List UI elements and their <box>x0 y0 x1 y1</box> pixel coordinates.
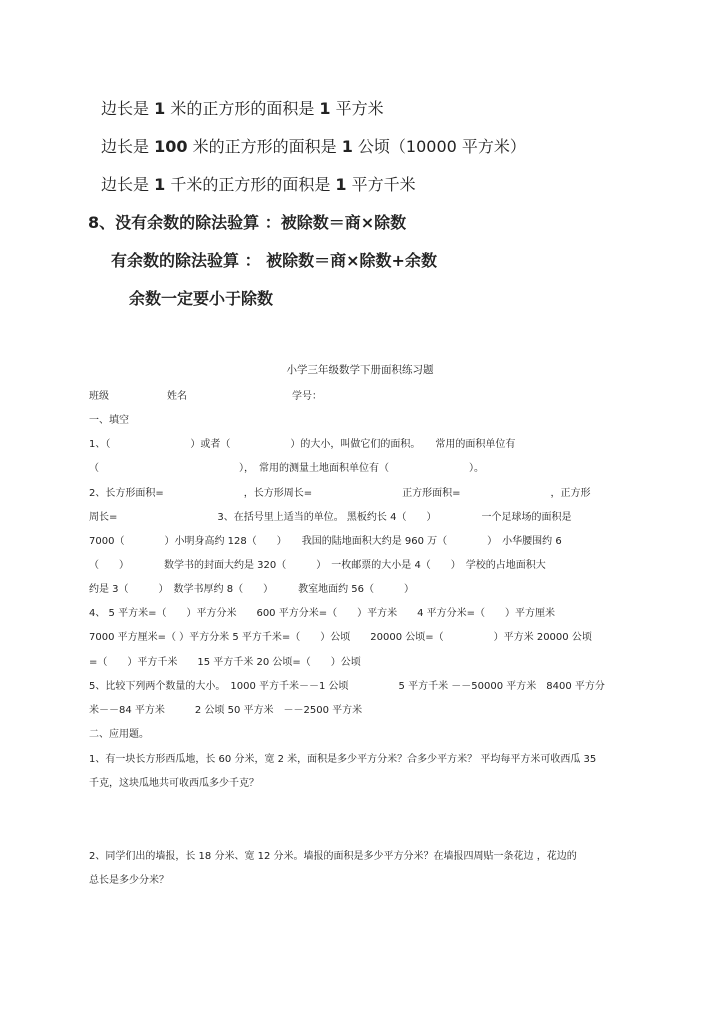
rule1-text-a: 边长是 <box>101 99 155 118</box>
question-1-line-1: 1、（ ）或者（ ）的大小，叫做它们的面积。 常用的面积单位有 <box>89 439 516 450</box>
name-label: 姓名 <box>167 391 187 402</box>
section-fill-blank-heading: 一、填空 <box>89 415 129 426</box>
rule-line-1 <box>101 96 384 119</box>
question-3-line-3: 约是 3（ ） 数学书厚约 8（ ） 教室地面约 56（ ） <box>89 584 414 595</box>
question-2-line-2: 周长= 3、在括号里上适当的单位。 黑板约长 4（ ） 一个足球场的面积是 <box>89 512 572 523</box>
rule3-num-a: 1 <box>154 175 166 194</box>
word-problem-1-line-1: 1、有一块长方形西瓜地，长 60 分米，宽 2 米，面积是多少平方分米？合多少平方米？ 平均每平方米可收西瓜 35 <box>89 754 597 765</box>
question-3-line-2: （ ） 数学书的封面大约是 320（ ） 一枚邮票的大小是 4（ ） 学校的占地面积大 <box>89 560 546 571</box>
rule2-text-b: 米的正方形的面积是 <box>187 137 342 156</box>
section-word-problems-heading: 二、应用题。 <box>89 729 149 740</box>
question-3-line-1: 7000（ ）小明身高约 128（ ） 我国的陆地面积大约是 960 万（ ） 小华腰围约 6 <box>89 536 562 547</box>
question-2-line-1: 2、长方形面积= ，长方形周长= 正方形面积= ，正方形 <box>89 488 591 499</box>
question-1-line-2: （ ）， 常用的测量土地面积单位有（ ）。 <box>89 463 484 474</box>
question-4-line-1: 4、 5 平方米=（ ）平方分米 600 平方分米=（ ）平方米 4 平方分米=（ ）平方厘米 <box>89 608 556 619</box>
rule3-num-b: 1 <box>335 175 347 194</box>
question-4-line-2: 7000 平方厘米=（ ）平方分米 5 平方千米=（ ）公顷 20000 公顷=（ ）平方米 20000 公顷 <box>89 632 592 643</box>
word-problem-2-line-1: 2、同学们出的墙报，长 18 分米、宽 12 分米。墙报的面积是多少平方分米？在墙报四周贴一条花边 ，花边的 <box>89 851 577 862</box>
rule-line-3 <box>101 172 416 195</box>
item-8-division-check: 8、没有余数的除法验算 ：被除数＝商×除数 <box>88 213 407 232</box>
rule3-text-b: 千米的正方形的面积是 <box>165 175 336 194</box>
rule2-text-a: 边长是 <box>101 137 155 156</box>
rule1-num-b: 1 <box>319 99 331 118</box>
question-5-line-1: 5、比较下列两个数量的大小。 1000 平方千米－－1 公顷 5 平方千米 －－50000 平方米 8400 平方分 <box>89 681 605 692</box>
word-problem-2-line-2: 总长是多少分米？ <box>89 875 169 886</box>
rule3-text-a: 边长是 <box>101 175 155 194</box>
question-5-line-2: 米－－84 平方米 2 公顷 50 平方米 －－2500 平方米 <box>89 705 363 716</box>
rule-line-2 <box>101 134 526 157</box>
rule2-text-c: 公顷（10000 平方米） <box>352 137 526 156</box>
student-id-label: 学号： <box>292 391 322 402</box>
remainder-division-check: 有余数的除法验算 ： 被除数＝商×除数+余数 <box>111 251 437 270</box>
word-problem-1-line-2: 千克，这块瓜地共可收西瓜多少千克？ <box>89 778 259 789</box>
remainder-note: 余数一定要小于除数 <box>129 289 274 308</box>
rule2-num-b: 1 <box>341 137 353 156</box>
rule1-num-a: 1 <box>154 99 166 118</box>
rule2-num-a: 100 <box>154 137 188 156</box>
question-4-line-3: =（ ）平方千米 15 平方千米 20 公顷=（ ）公顷 <box>89 657 361 668</box>
rule3-text-c: 平方千米 <box>346 175 416 194</box>
rule1-text-c: 平方米 <box>330 99 384 118</box>
worksheet-title: 小学三年级数学下册面积练习题 <box>286 364 434 376</box>
rule1-text-b: 米的正方形的面积是 <box>165 99 320 118</box>
class-label: 班级 <box>89 391 109 402</box>
